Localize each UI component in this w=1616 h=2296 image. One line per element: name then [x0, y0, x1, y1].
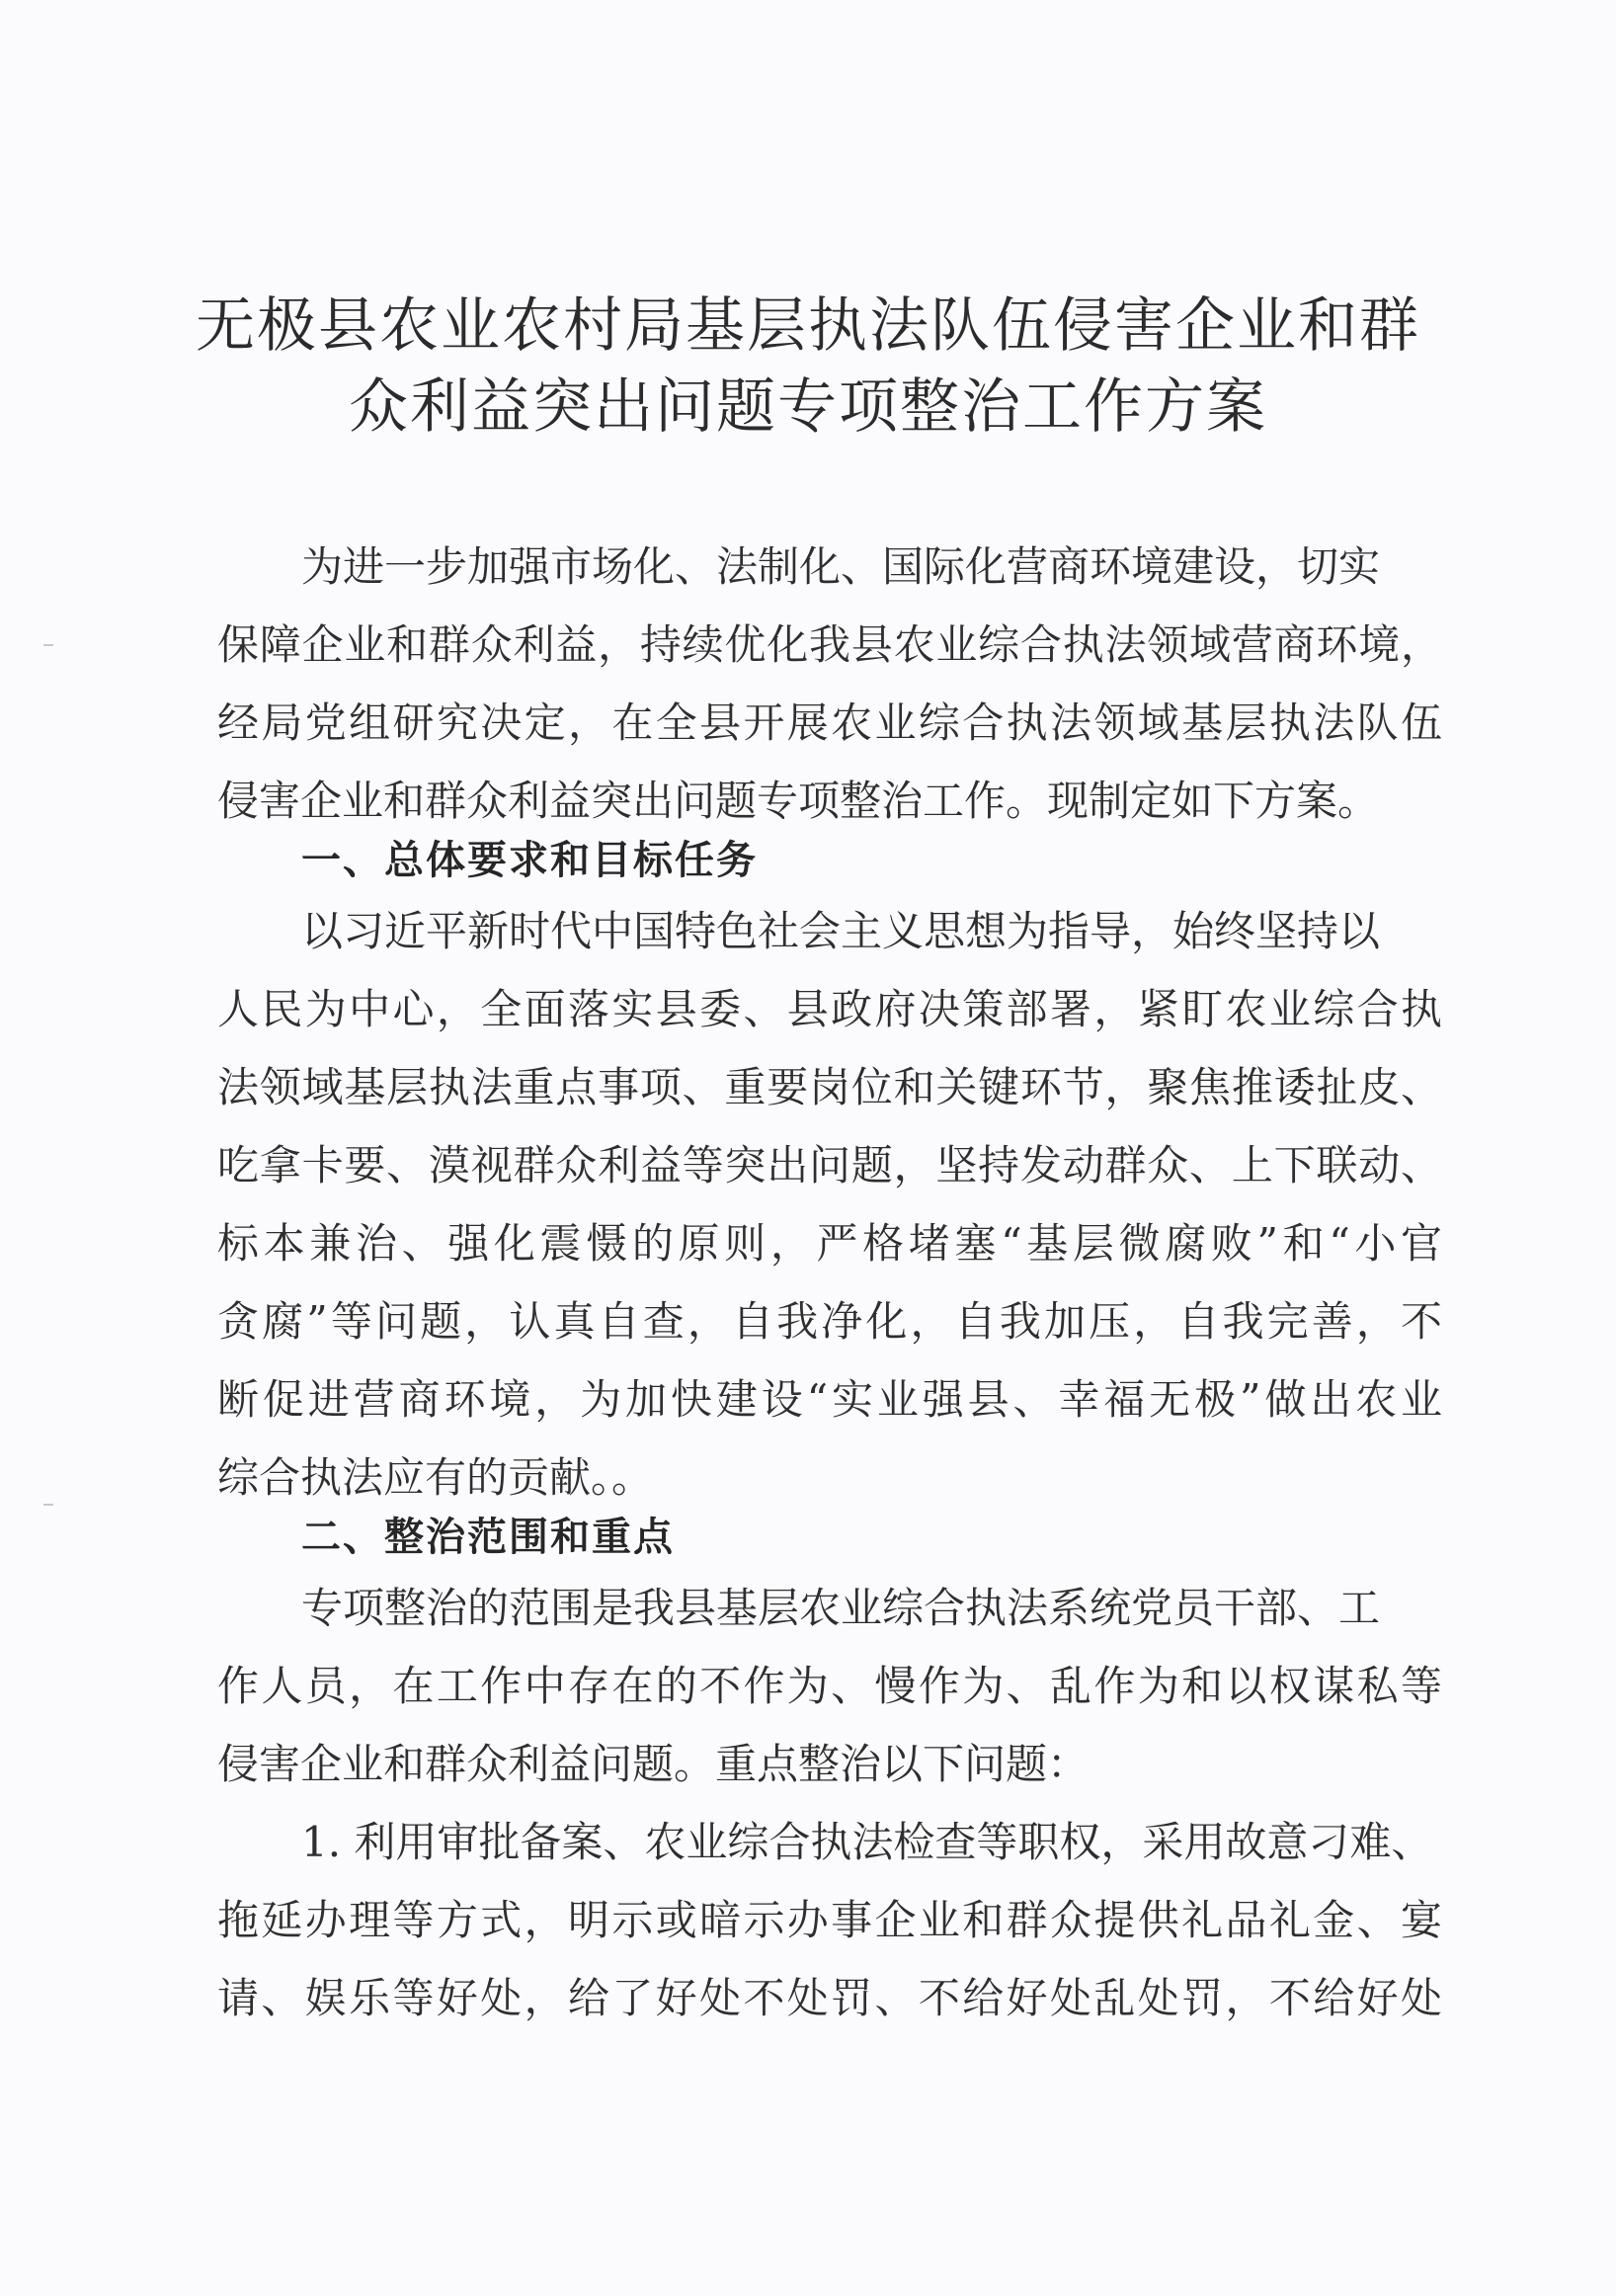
section-2-line: 拖延办理等方式，明示或暗示办事企业和群众提供礼品礼金、宴	[217, 1896, 1442, 1944]
section-1-line: 标本兼治、强化震慑的原则，严格堵塞“基层微腐败”和“小官	[217, 1219, 1442, 1268]
document-title-line-1: 无极县农业农村局基层执法队伍侵害企业和群	[196, 291, 1420, 361]
intro-line: 经局党组研究决定，在全县开展农业综合执法领域基层执法队伍	[217, 698, 1442, 747]
section-1-heading: 一、总体要求和目标任务	[301, 838, 758, 883]
section-1-line: 断促进营商环境，为加快建设“实业强县、幸福无极”做出农业	[217, 1375, 1442, 1424]
section-1-line: 贪腐”等问题，认真自查，自我净化，自我加压，自我完善，不	[217, 1297, 1442, 1346]
section-1-line: 人民为中心，全面落实县委、县政府决策部署，紧盯农业综合执	[217, 985, 1442, 1033]
section-1-line: 综合执法应有的贡献。。	[217, 1453, 654, 1502]
section-2-line: 专项整治的范围是我县基层农业综合执法系统党员干部、工	[301, 1584, 1381, 1632]
section-2-line: 侵害企业和群众利益问题。重点整治以下问题：	[217, 1740, 1090, 1788]
section-2-line: 请、娱乐等好处，给了好处不处罚、不给好处乱处罚，不给好处	[217, 1974, 1442, 2022]
document-title-line-2: 众利益突出问题专项整治工作方案	[349, 372, 1267, 442]
intro-line: 保障企业和群众利益，持续优化我县农业综合执法领域营商环境，	[217, 620, 1442, 669]
section-1-line: 法领域基层执法重点事项、重要岗位和关键环节，聚焦推诿扯皮、	[217, 1063, 1442, 1111]
scan-speck	[43, 1504, 53, 1506]
intro-line: 为进一步加强市场化、法制化、国际化营商环境建设，切实	[301, 542, 1381, 591]
scan-speck	[43, 644, 53, 646]
section-1-line: 以习近平新时代中国特色社会主义思想为指导，始终坚持以	[301, 907, 1381, 955]
section-1-line: 吃拿卡要、漠视群众利益等突出问题，坚持发动群众、上下联动、	[217, 1141, 1442, 1189]
section-2-line: 1. 利用审批备案、农业综合执法检查等职权，采用故意刁难、	[301, 1818, 1433, 1866]
section-2-line: 作人员，在工作中存在的不作为、慢作为、乱作为和以权谋私等	[217, 1662, 1442, 1710]
intro-line: 侵害企业和群众利益突出问题专项整治工作。现制定如下方案。	[217, 777, 1380, 825]
section-2-heading: 二、整治范围和重点	[301, 1515, 675, 1560]
